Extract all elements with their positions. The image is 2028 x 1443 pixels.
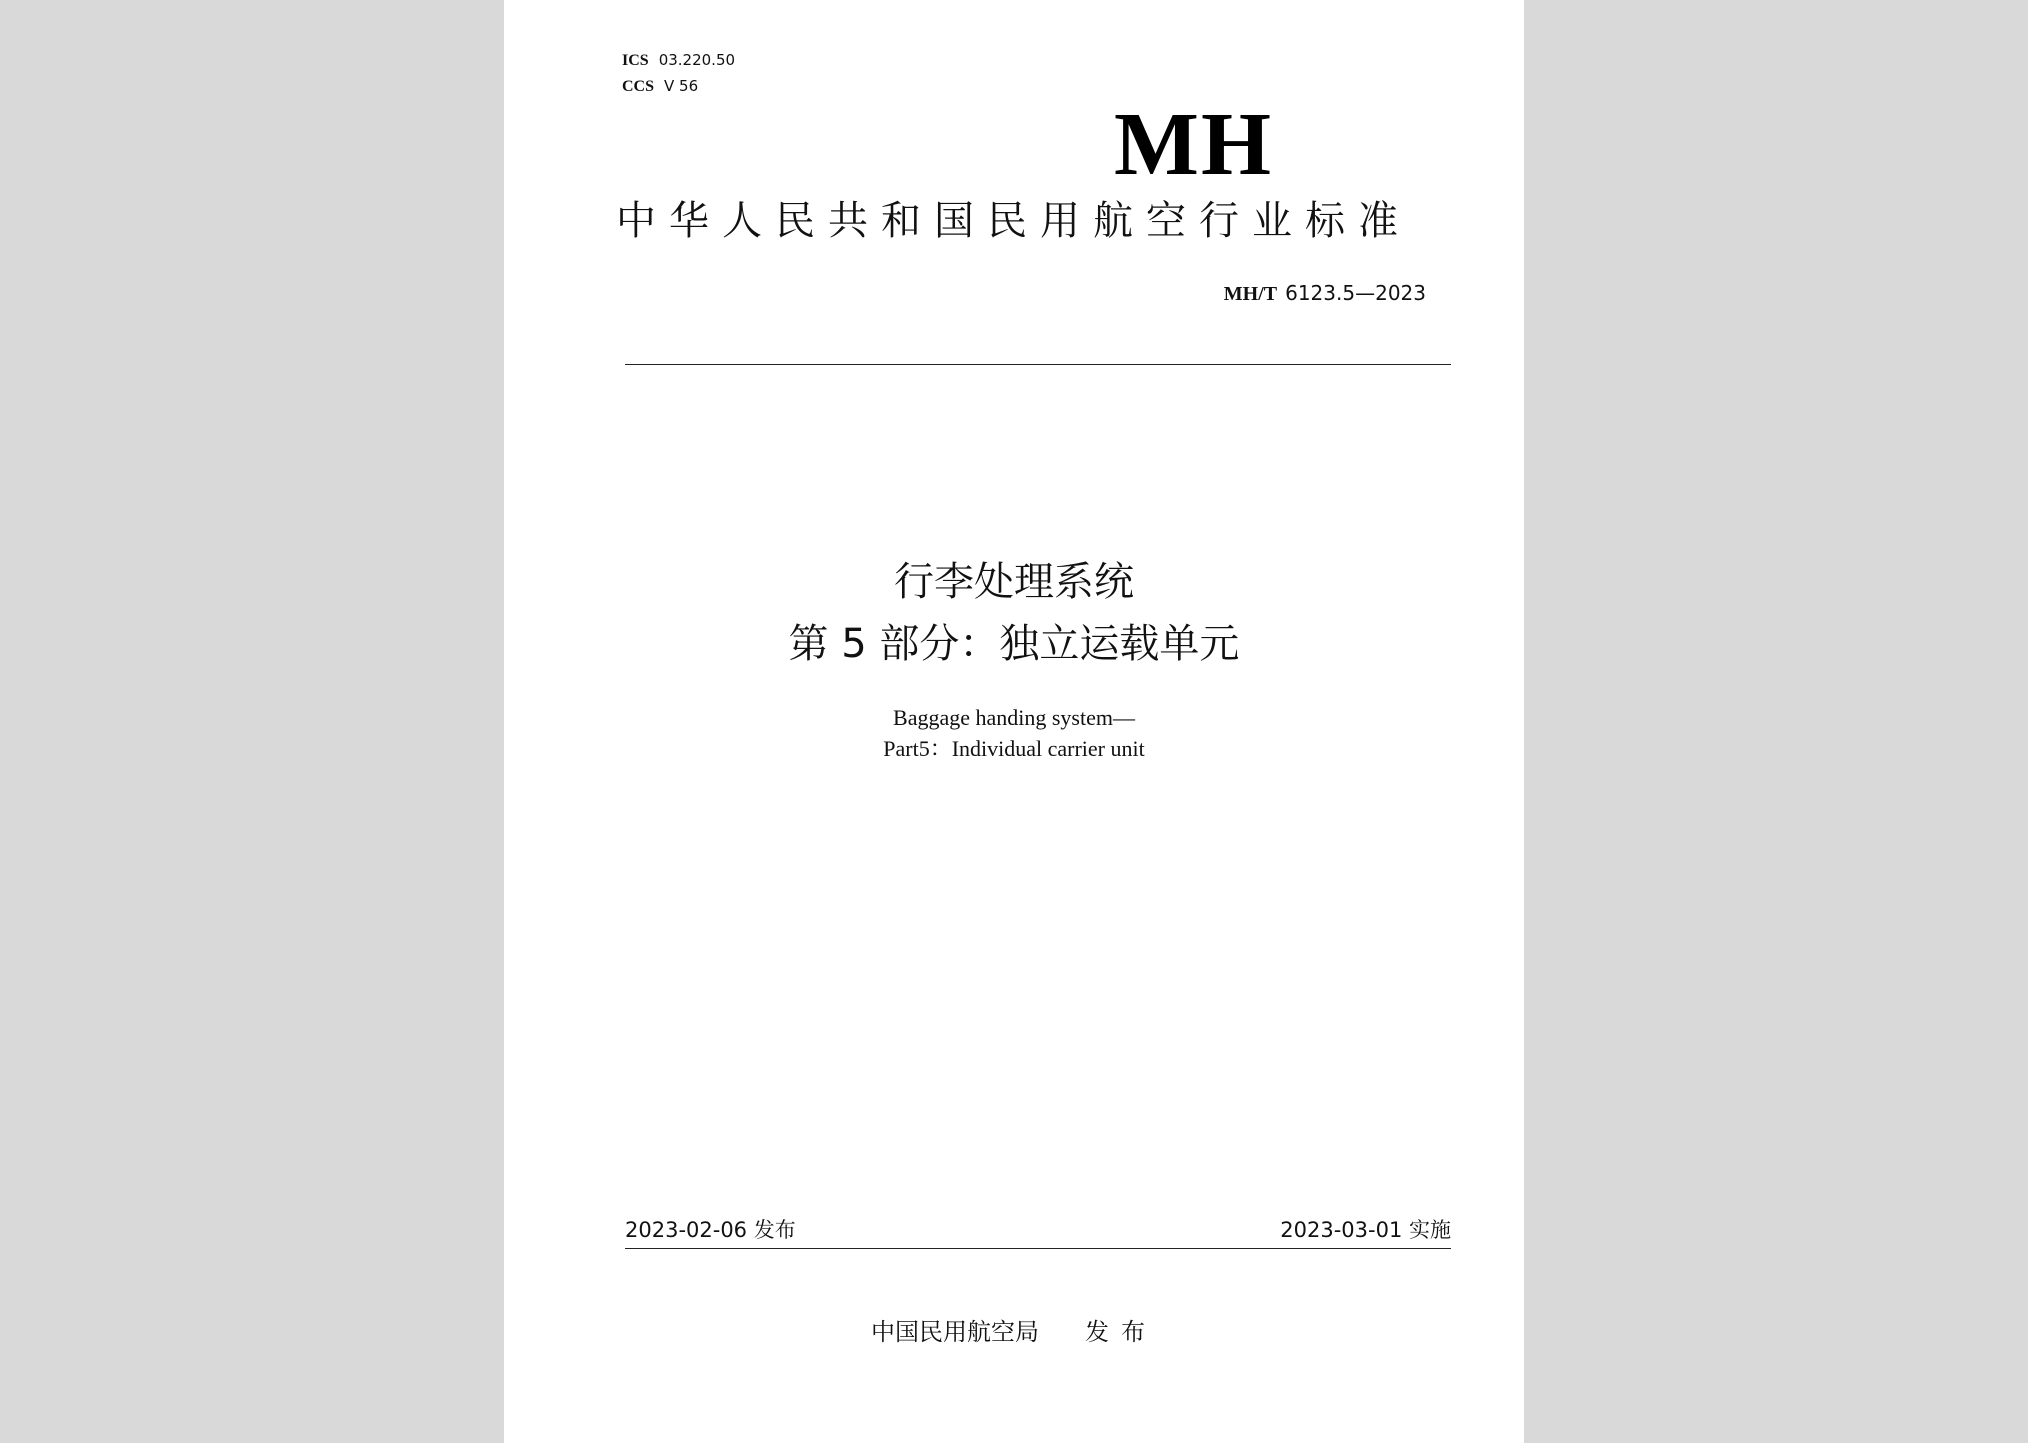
- ccs-code: [622, 76, 698, 97]
- ics-value: 03.220.50: [658, 51, 736, 69]
- english-title-line-1: Baggage handing system—: [893, 705, 1135, 730]
- chinese-title-line-1: 行李处理系统: [894, 559, 1134, 605]
- mh-logo: MH: [1114, 95, 1273, 194]
- implementation-date: 2023-03-01 实施: [1280, 1218, 1451, 1242]
- footer-divider: [625, 1248, 1451, 1249]
- standard-category-title: 中华人民共和国民用航空行业标准: [616, 198, 1411, 244]
- standard-number: [1224, 280, 1426, 307]
- english-title-line-2: Part5：Individual carrier unit: [883, 736, 1145, 761]
- chinese-title-line-2: 第 5 部分：独立运载单元: [788, 621, 1240, 667]
- header-divider: [625, 364, 1451, 365]
- ccs-value: V 56: [664, 77, 699, 95]
- issue-date: 2023-02-06 发布: [625, 1218, 796, 1242]
- ccs-label: CCS: [622, 78, 655, 95]
- standard-number-value: 6123.5—2023: [1285, 281, 1426, 305]
- ics-label: ICS: [622, 52, 649, 69]
- standard-number-prefix: MH/T: [1223, 283, 1278, 305]
- standard-cover-page: [504, 0, 1524, 1443]
- publisher-issued: 发布: [1085, 1318, 1157, 1346]
- publisher-name: 中国民用航空局: [871, 1318, 1039, 1346]
- ics-code: [622, 50, 735, 71]
- publisher: [504, 1316, 1524, 1348]
